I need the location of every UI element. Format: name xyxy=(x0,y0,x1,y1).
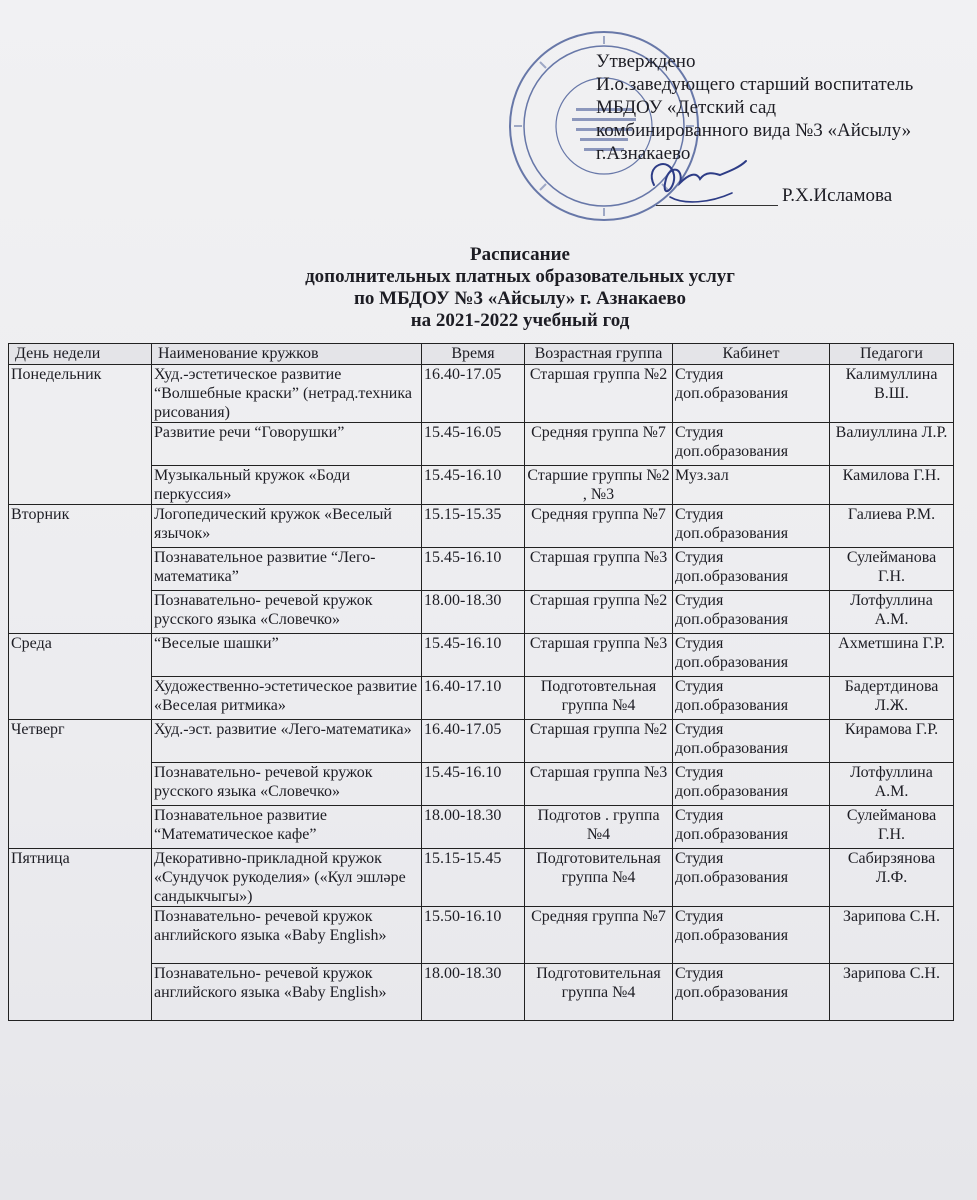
table-row xyxy=(9,365,954,423)
activity-teacher: Сабирзянова Л.Ф. xyxy=(830,849,954,907)
activity-time: 18.00-18.30 xyxy=(422,591,525,634)
activity-name: Познавательное развитие “Математическое кафе” xyxy=(152,806,422,849)
activity-name: Логопедический кружок «Веселый язычок» xyxy=(152,505,422,548)
activity-teacher: Зарипова С.Н. xyxy=(830,964,954,1021)
day-cell: Четверг xyxy=(9,720,152,849)
title-line-2: дополнительных платных образовательных услуг xyxy=(305,266,735,287)
table-header-row xyxy=(9,344,954,365)
title-line-4: на 2021-2022 учебный год xyxy=(410,310,630,331)
activity-time: 15.15-15.35 xyxy=(422,505,525,548)
day-cell: Понедельник xyxy=(9,365,152,505)
signature-underline xyxy=(656,205,778,206)
schedule-table xyxy=(8,343,954,1021)
activity-group: Старшая группа №2 xyxy=(525,720,673,763)
activity-room: Студия доп.образования xyxy=(673,548,830,591)
header-day: День недели xyxy=(9,344,152,365)
activity-teacher: Бадертдинова Л.Ж. xyxy=(830,677,954,720)
activity-group: Средняя группа №7 xyxy=(525,505,673,548)
day-cell: Среда xyxy=(9,634,152,720)
table-row xyxy=(9,720,954,763)
activity-room: Муз.зал xyxy=(673,466,830,505)
activity-room: Студия доп.образования xyxy=(673,964,830,1021)
activity-teacher: Валиуллина Л.Р. xyxy=(830,423,954,466)
header-group: Возрастная группа xyxy=(525,344,673,365)
activity-teacher: Сулейманова Г.Н. xyxy=(830,806,954,849)
activity-name: Познавательное развитие “Лего-математика” xyxy=(152,548,422,591)
activity-room: Студия доп.образования xyxy=(673,763,830,806)
activity-time: 15.50-16.10 xyxy=(422,907,525,964)
activity-time: 15.45-16.10 xyxy=(422,548,525,591)
activity-time: 16.40-17.10 xyxy=(422,677,525,720)
activity-teacher: Камилова Г.Н. xyxy=(830,466,954,505)
header-time: Время xyxy=(422,344,525,365)
approval-institution: МБДОУ «Детский сад xyxy=(596,97,777,118)
approval-heading: Утверждено xyxy=(596,51,696,72)
activity-group: Средняя группа №7 xyxy=(525,907,673,964)
activity-teacher: Лотфуллина А.М. xyxy=(830,591,954,634)
activity-group: Старшая группа №2 xyxy=(525,365,673,423)
activity-name: Познавательно- речевой кружок русского языка «Словечко» xyxy=(152,591,422,634)
activity-group: Подготовительная группа №4 xyxy=(525,849,673,907)
day-cell: Пятница xyxy=(9,849,152,1021)
activity-time: 15.45-16.05 xyxy=(422,423,525,466)
signer-name: Р.Х.Исламова xyxy=(782,185,893,206)
activity-room: Студия доп.образования xyxy=(673,907,830,964)
header-name: Наименование кружков xyxy=(152,344,422,365)
header-room: Кабинет xyxy=(673,344,830,365)
activity-teacher: Зарипова С.Н. xyxy=(830,907,954,964)
activity-room: Студия доп.образования xyxy=(673,634,830,677)
activity-group: Старшая группа №2 xyxy=(525,591,673,634)
table-row xyxy=(9,505,954,548)
activity-teacher: Кирамова Г.Р. xyxy=(830,720,954,763)
activity-name: Художественно-эстетическое развитие «Веселая ритмика» xyxy=(152,677,422,720)
activity-teacher: Галиева Р.М. xyxy=(830,505,954,548)
activity-group: Старшая группа №3 xyxy=(525,548,673,591)
activity-room: Студия доп.образования xyxy=(673,365,830,423)
activity-group: Подготовтельная группа №4 xyxy=(525,677,673,720)
activity-name: Познавательно- речевой кружок английского языка «Baby English» xyxy=(152,964,422,1021)
activity-name: Познавательно- речевой кружок английского языка «Baby English» xyxy=(152,907,422,964)
table-row xyxy=(9,849,954,907)
activity-group: Средняя группа №7 xyxy=(525,423,673,466)
activity-time: 15.15-15.45 xyxy=(422,849,525,907)
header-teacher: Педагоги xyxy=(830,344,954,365)
activity-name: Худ.-эстетическое развитие “Волшебные краски” (нетрад.техника рисования) xyxy=(152,365,422,423)
activity-group: Подготовительная группа №4 xyxy=(525,964,673,1021)
activity-room: Студия доп.образования xyxy=(673,806,830,849)
day-cell: Вторник xyxy=(9,505,152,634)
activity-name: Декоративно-прикладной кружок «Сундучок рукоделия» («Кул эшләре сандыкчыгы») xyxy=(152,849,422,907)
activity-room: Студия доп.образования xyxy=(673,591,830,634)
activity-time: 18.00-18.30 xyxy=(422,806,525,849)
document-title xyxy=(220,244,820,332)
activity-teacher: Калимуллина В.Ш. xyxy=(830,365,954,423)
activity-name: Музыкальный кружок «Боди перкуссия» xyxy=(152,466,422,505)
activity-time: 16.40-17.05 xyxy=(422,365,525,423)
activity-time: 16.40-17.05 xyxy=(422,720,525,763)
activity-room: Студия доп.образования xyxy=(673,849,830,907)
activity-room: Студия доп.образования xyxy=(673,720,830,763)
title-line-1: Расписание xyxy=(470,244,570,265)
approval-position: И.о.заведующего старший воспитатель xyxy=(596,74,914,95)
signature-line xyxy=(596,185,966,209)
activity-time: 15.45-16.10 xyxy=(422,763,525,806)
activity-name: Худ.-эст. развитие «Лего-математика» xyxy=(152,720,422,763)
activity-teacher: Сулейманова Г.Н. xyxy=(830,548,954,591)
approval-city: г.Азнакаево xyxy=(596,143,691,164)
activity-time: 18.00-18.30 xyxy=(422,964,525,1021)
activity-name: Познавательно- речевой кружок русского языка «Словечко» xyxy=(152,763,422,806)
activity-name: Развитие речи “Говорушки” xyxy=(152,423,422,466)
activity-group: Старшие группы №2 , №3 xyxy=(525,466,673,505)
activity-teacher: Лотфуллина А.М. xyxy=(830,763,954,806)
title-line-3: по МБДОУ №3 «Айсылу» г. Азнакаево xyxy=(353,288,687,309)
activity-time: 15.45-16.10 xyxy=(422,634,525,677)
activity-room: Студия доп.образования xyxy=(673,423,830,466)
approval-institution-type: комбинированного вида №3 «Айсылу» xyxy=(596,120,912,141)
activity-teacher: Ахметшина Г.Р. xyxy=(830,634,954,677)
activity-time: 15.45-16.10 xyxy=(422,466,525,505)
activity-group: Старшая группа №3 xyxy=(525,634,673,677)
activity-name: “Веселые шашки” xyxy=(152,634,422,677)
activity-room: Студия доп.образования xyxy=(673,505,830,548)
table-row xyxy=(9,634,954,677)
activity-group: Старшая группа №3 xyxy=(525,763,673,806)
activity-group: Подготов . группа №4 xyxy=(525,806,673,849)
activity-room: Студия доп.образования xyxy=(673,677,830,720)
